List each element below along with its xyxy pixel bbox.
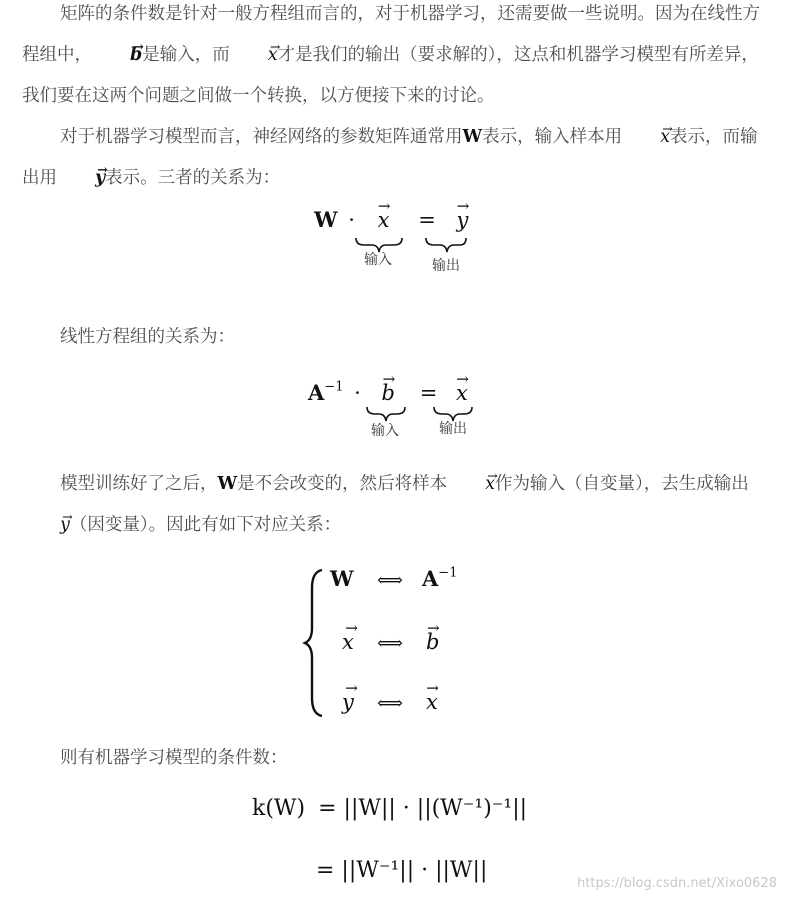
watermark: https://blog.csdn.net/Xixo0628 bbox=[577, 876, 777, 891]
cond-rhs-2: = ||W⁻¹|| · ||W|| bbox=[316, 858, 488, 883]
row1-right: A bbox=[422, 566, 439, 591]
row3-arrow: ⟺ bbox=[377, 693, 403, 714]
label-input: 输入 bbox=[364, 252, 392, 268]
paragraph-1-text-a: 矩阵的条件数是针对一般方程组而言的，对于机器学习，还需要做一些说明。因为在线性方程组中， bbox=[22, 4, 760, 65]
row2-arrow: ⟺ bbox=[377, 633, 403, 654]
eq2-equals: = bbox=[419, 381, 438, 405]
vector-x: → x bbox=[230, 35, 278, 76]
label-output-2: 输出 bbox=[439, 421, 467, 437]
eq2-x: → x bbox=[456, 381, 468, 405]
paragraph-5-text: 则有机器学习模型的条件数： bbox=[60, 748, 288, 768]
paragraph-4 bbox=[22, 464, 762, 546]
paragraph-4-text-a: 模型训练好了之后， bbox=[60, 474, 218, 494]
eq1-x: → x bbox=[378, 208, 390, 232]
eq1-dot: · bbox=[348, 208, 355, 232]
paragraph-1 bbox=[22, 0, 762, 117]
eq2-inverse: −1 bbox=[324, 379, 344, 395]
vector-b: → b bbox=[92, 35, 142, 76]
cond-rhs-1: = ||W|| · ||(W⁻¹)⁻¹|| bbox=[318, 796, 528, 821]
row2-left: → x bbox=[342, 630, 360, 654]
row1-right-sup: −1 bbox=[438, 565, 458, 581]
row1-left: W bbox=[330, 566, 354, 591]
paragraph-4-text-c: 作为输入（自变量），去生成输出 bbox=[495, 474, 749, 494]
paragraph-2-text-c: 表示，而输出用 bbox=[22, 127, 758, 188]
paragraph-2 bbox=[22, 117, 762, 199]
eq1-W: W bbox=[314, 207, 338, 232]
row2-right: → b bbox=[426, 630, 439, 654]
paragraph-2-text-a: 对于机器学习模型而言，神经网络的参数矩阵通常用 bbox=[60, 127, 463, 147]
eq2-b: → b bbox=[382, 381, 395, 405]
eq1-y: → y bbox=[456, 208, 468, 232]
row3-left: → y bbox=[342, 690, 360, 714]
paragraph-1-text-b: 是输入，而 bbox=[142, 45, 230, 65]
paragraph-3-text: 线性方程组的关系为： bbox=[60, 327, 235, 347]
row1-arrow: ⟺ bbox=[377, 570, 403, 591]
eq2-dot: · bbox=[354, 381, 361, 405]
row3-right: → x bbox=[426, 690, 438, 714]
cond-lhs: k(W) bbox=[252, 796, 306, 821]
eq2-A: A bbox=[308, 380, 325, 405]
correspondence-row-3 bbox=[342, 690, 438, 714]
vector-y: → y bbox=[22, 505, 70, 546]
correspondence-row-1 bbox=[330, 566, 457, 591]
matrix-W: W bbox=[217, 474, 238, 494]
paragraph-4-text-d: （因变量）。因此有如下对应关系： bbox=[69, 515, 342, 535]
vector-x: → x bbox=[622, 117, 670, 158]
vector-x: → x bbox=[447, 464, 495, 505]
paragraph-4-text-b: 是不会改变的，然后将样本 bbox=[237, 474, 448, 494]
correspondence-row-2 bbox=[342, 630, 439, 654]
label-output: 输出 bbox=[432, 258, 460, 274]
label-input-2: 输入 bbox=[371, 423, 399, 439]
underbrace-output bbox=[426, 238, 466, 252]
matrix-W: W bbox=[462, 127, 483, 147]
condition-number-line-1 bbox=[252, 796, 527, 821]
eq1-equals: = bbox=[418, 208, 436, 232]
paragraph-5 bbox=[22, 738, 762, 779]
left-brace-icon bbox=[302, 568, 326, 718]
equation-1 bbox=[314, 207, 468, 232]
paragraph-3 bbox=[22, 317, 762, 358]
paragraph-2-text-d: 表示。三者的关系为： bbox=[105, 168, 281, 188]
paragraph-2-text-b: 表示，输入样本用 bbox=[482, 127, 623, 147]
vector-y: → y bbox=[57, 158, 105, 199]
underbrace-input-2 bbox=[367, 407, 405, 421]
equation-2 bbox=[308, 380, 468, 405]
paragraph-1-text-c: 才是我们的输出（要求解的），这点和机器学习模型有所差异，我们要在这两个问题之间做一个转换，以方便接下来的讨论。 bbox=[22, 45, 759, 106]
condition-number-line-2 bbox=[316, 858, 487, 883]
